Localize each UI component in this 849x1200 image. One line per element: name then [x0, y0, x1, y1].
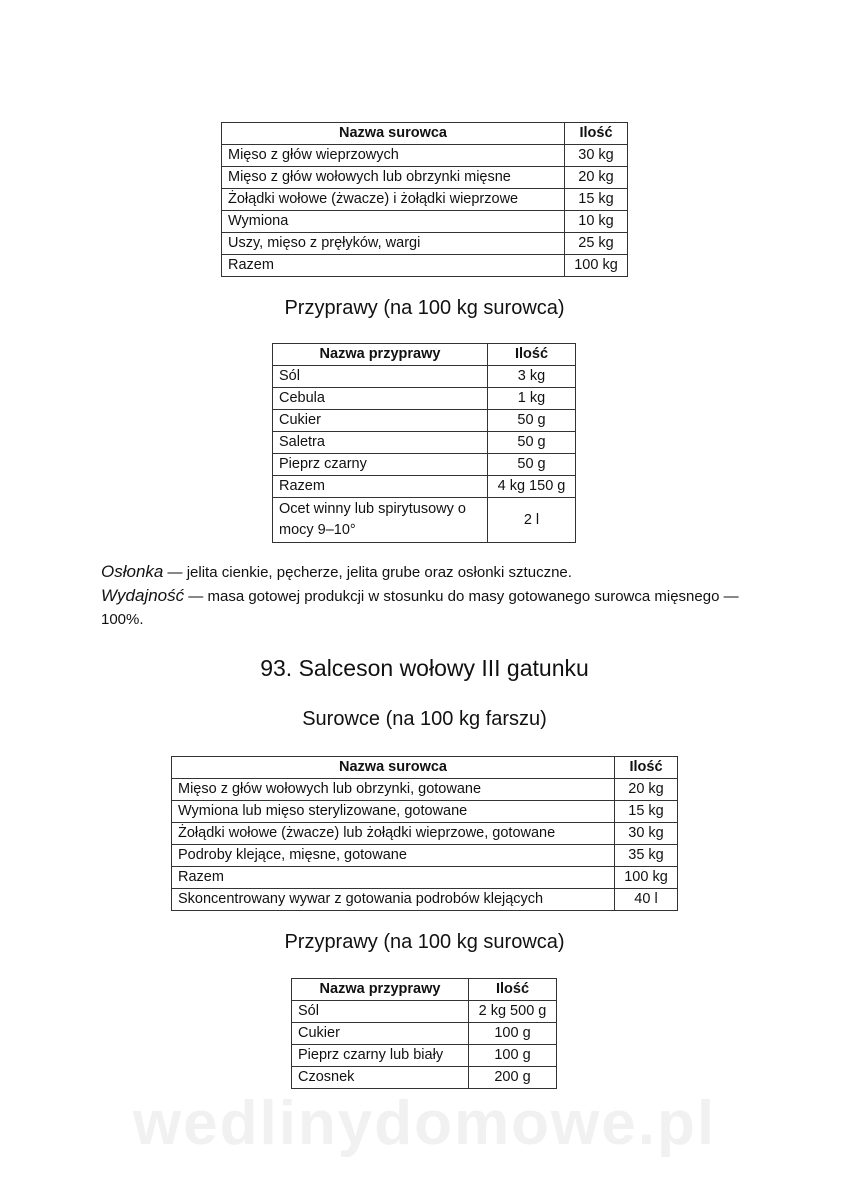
cell-name: Razem	[222, 255, 565, 277]
cell-quantity: 30 kg	[565, 145, 628, 167]
casing-term: Osłonka	[101, 562, 164, 581]
table-row	[273, 454, 576, 476]
cell-name: Pieprz czarny	[273, 454, 488, 476]
cell-quantity: 100 kg	[565, 255, 628, 277]
column-header-quantity: Ilość	[615, 757, 678, 779]
casing-paragraph	[101, 560, 741, 584]
raw-materials-table-1	[221, 122, 628, 277]
table-row	[292, 1023, 557, 1045]
column-header-name: Nazwa przyprawy	[292, 979, 469, 1001]
column-header-quantity: Ilość	[488, 344, 576, 366]
cell-name: Czosnek	[292, 1067, 469, 1089]
recipe-title: 93. Salceson wołowy III gatunku	[260, 655, 589, 681]
cell-quantity: 40 l	[615, 889, 678, 911]
table-row	[222, 233, 628, 255]
cell-quantity: 35 kg	[615, 845, 678, 867]
table-row	[172, 889, 678, 911]
spices-table-2	[291, 978, 557, 1089]
table-row	[172, 801, 678, 823]
cell-quantity: 100 g	[469, 1023, 557, 1045]
table-row	[292, 1045, 557, 1067]
cell-name: Razem	[172, 867, 615, 889]
casing-dash: —	[163, 564, 187, 581]
table-row	[172, 779, 678, 801]
cell-name: Razem	[273, 476, 488, 498]
cell-quantity: 2 kg 500 g	[469, 1001, 557, 1023]
cell-quantity: 200 g	[469, 1067, 557, 1089]
cell-name: Uszy, mięso z pręłyków, wargi	[222, 233, 565, 255]
cell-name: Żołądki wołowe (żwacze) lub żołądki wieprzowe, gotowane	[172, 823, 615, 845]
column-header-quantity: Ilość	[469, 979, 557, 1001]
cell-name: Żołądki wołowe (żwacze) i żołądki wieprzowe	[222, 189, 565, 211]
table-row	[172, 845, 678, 867]
table-header-row	[172, 757, 678, 779]
table-row	[222, 167, 628, 189]
table-row-total	[273, 476, 576, 498]
table-row	[273, 432, 576, 454]
raw-materials-table-2	[171, 756, 678, 911]
table-header-row	[222, 123, 628, 145]
table-row	[222, 189, 628, 211]
column-header-name: Nazwa przyprawy	[273, 344, 488, 366]
cell-quantity: 50 g	[488, 410, 576, 432]
cell-quantity: 15 kg	[615, 801, 678, 823]
cell-name: Cukier	[292, 1023, 469, 1045]
yield-text: masa gotowej produkcji w stosunku do masy gotowanego surowca mięsnego — 100%.	[101, 588, 739, 628]
table-row-total	[222, 255, 628, 277]
cell-quantity: 15 kg	[565, 189, 628, 211]
table-header-row	[273, 344, 576, 366]
watermark: wedlinydomowe.pl	[132, 1089, 717, 1158]
cell-quantity: 20 kg	[565, 167, 628, 189]
column-header-quantity: Ilość	[565, 123, 628, 145]
cell-quantity: 50 g	[488, 454, 576, 476]
table-row-total	[172, 867, 678, 889]
cell-quantity: 100 g	[469, 1045, 557, 1067]
column-header-name: Nazwa surowca	[172, 757, 615, 779]
cell-name: Mięso z głów wołowych lub obrzynki, gotowane	[172, 779, 615, 801]
casing-text: jelita cienkie, pęcherze, jelita grube oraz osłonki sztuczne.	[186, 564, 572, 581]
table-header-row	[292, 979, 557, 1001]
cell-name: Skoncentrowany wywar z gotowania podrobów klejących	[172, 889, 615, 911]
yield-dash: —	[184, 588, 208, 605]
cell-name: Sól	[292, 1001, 469, 1023]
column-header-name: Nazwa surowca	[222, 123, 565, 145]
cell-quantity: 50 g	[488, 432, 576, 454]
cell-name: Cukier	[273, 410, 488, 432]
cell-name: Sól	[273, 366, 488, 388]
cell-name: Mięso z głów wieprzowych	[222, 145, 565, 167]
spices-heading-1: Przyprawy (na 100 kg surowca)	[284, 297, 565, 319]
cell-quantity: 3 kg	[488, 366, 576, 388]
table-row	[292, 1067, 557, 1089]
table-row	[292, 1001, 557, 1023]
raw-materials-heading: Surowce (na 100 kg farszu)	[302, 708, 547, 730]
table-row	[273, 498, 576, 543]
spices-table-1	[272, 343, 576, 543]
table-row	[222, 211, 628, 233]
cell-name: Podroby klejące, mięsne, gotowane	[172, 845, 615, 867]
cell-quantity: 25 kg	[565, 233, 628, 255]
cell-name: Saletra	[273, 432, 488, 454]
cell-name: Pieprz czarny lub biały	[292, 1045, 469, 1067]
cell-quantity: 2 l	[488, 498, 576, 543]
cell-name: Ocet winny lub spirytusowy o mocy 9–10°	[273, 498, 488, 543]
cell-quantity: 20 kg	[615, 779, 678, 801]
cell-name: Wymiona lub mięso sterylizowane, gotowane	[172, 801, 615, 823]
cell-name: Mięso z głów wołowych lub obrzynki mięsne	[222, 167, 565, 189]
yield-term: Wydajność	[101, 586, 185, 605]
spices-heading-2: Przyprawy (na 100 kg surowca)	[284, 931, 565, 953]
cell-quantity: 30 kg	[615, 823, 678, 845]
table-row	[273, 388, 576, 410]
table-row	[172, 823, 678, 845]
table-row	[273, 410, 576, 432]
cell-quantity: 4 kg 150 g	[488, 476, 576, 498]
cell-quantity: 10 kg	[565, 211, 628, 233]
table-row	[273, 366, 576, 388]
cell-name: Cebula	[273, 388, 488, 410]
yield-paragraph	[101, 584, 741, 631]
table-row	[222, 145, 628, 167]
cell-quantity: 100 kg	[615, 867, 678, 889]
cell-name: Wymiona	[222, 211, 565, 233]
cell-quantity: 1 kg	[488, 388, 576, 410]
